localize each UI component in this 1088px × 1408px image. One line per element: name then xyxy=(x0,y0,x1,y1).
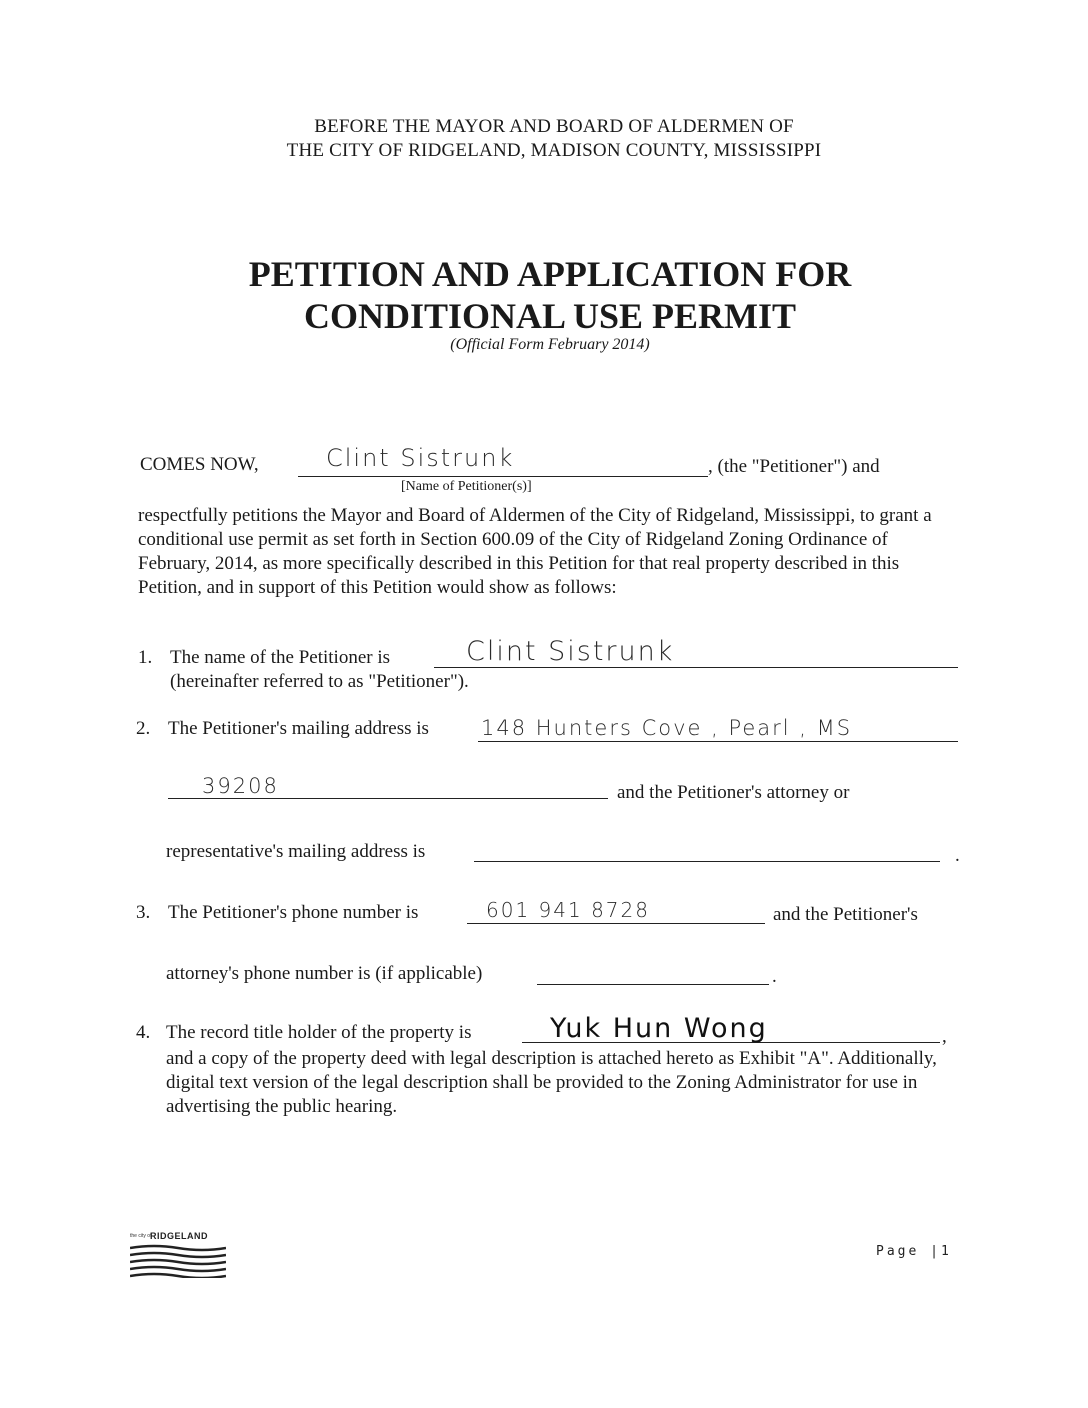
item2-line2 xyxy=(168,798,608,799)
item1-line xyxy=(434,667,958,668)
logo-text: RIDGELAND xyxy=(150,1231,208,1241)
item3-attorney-phone-label: attorney's phone number is (if applicable) xyxy=(166,963,483,984)
court-header-line1: BEFORE THE MAYOR AND BOARD OF ALDERMEN OF xyxy=(314,116,794,137)
item2-label: The Petitioner's mailing address is xyxy=(168,718,429,739)
form-subtitle: (Official Form February 2014) xyxy=(450,336,650,353)
item1-name-field[interactable]: Clint Sistrunk xyxy=(466,636,675,667)
form-title-line1: PETITION AND APPLICATION FOR xyxy=(248,254,852,294)
item4-text: and a copy of the property deed with legal description is attached hereto as Exhibit "A". Additionally, digital text version of the legal description shall be provided to the Zoning Administrator for use in advertising the public hearing. xyxy=(166,1048,937,1117)
item3-line xyxy=(467,923,765,924)
item4-comma: , xyxy=(942,1026,947,1047)
item2-zip-field[interactable]: 39208 xyxy=(202,774,279,798)
item1-number: 1. xyxy=(138,647,153,668)
page-number: Page |1 xyxy=(876,1244,952,1259)
comes-now-label: COMES NOW, xyxy=(140,454,259,475)
item4-label: The record title holder of the property is xyxy=(166,1022,472,1043)
logo-small-text: the city of xyxy=(130,1233,152,1239)
item2-address-field[interactable]: 148 Hunters Cove , Pearl , MS xyxy=(481,716,853,740)
item2-rep-line xyxy=(474,861,940,862)
petitioner-name-field[interactable]: Clint Sistrunk xyxy=(326,444,515,472)
petitioner-suffix: , (the "Petitioner") and xyxy=(708,456,880,477)
item2-line1 xyxy=(478,741,958,742)
item2-period: . xyxy=(955,845,960,866)
item3-label: The Petitioner's phone number is xyxy=(168,902,419,923)
form-title-line2: CONDITIONAL USE PERMIT xyxy=(303,296,797,336)
item2-number: 2. xyxy=(136,718,151,739)
item3-phone-field[interactable]: 601 941 8728 xyxy=(486,898,650,922)
logo-waves-icon xyxy=(130,1244,226,1278)
intro-paragraph: respectfully petitions the Mayor and Board of Aldermen of the City of Ridgeland, Mississippi, to grant a conditional use permit as set forth in Section 600.09 of the City of Ridgeland Zoning Ordinance of February, 2014, as more specifically described in this Petition for that real property described in this Petition, and in support of this Petition would show as follows: xyxy=(138,505,932,598)
item4-holder-field[interactable]: Yuk Hun Wong xyxy=(550,1013,768,1044)
item1-note: (hereinafter referred to as "Petitioner"). xyxy=(170,671,469,692)
item3-attorney-phone-line xyxy=(537,984,769,985)
item2-attorney-label: and the Petitioner's attorney or xyxy=(617,782,850,803)
ridgeland-logo xyxy=(130,1232,226,1280)
item4-number: 4. xyxy=(136,1022,151,1043)
item1-label: The name of the Petitioner is xyxy=(170,647,391,668)
item2-rep-label: representative's mailing address is xyxy=(166,841,426,862)
item3-number: 3. xyxy=(136,902,151,923)
item3-suffix: and the Petitioner's xyxy=(773,904,918,925)
item3-period: . xyxy=(772,966,777,987)
petitioner-name-line xyxy=(298,476,708,477)
court-header-line2: THE CITY OF RIDGELAND, MADISON COUNTY, MISSISSIPPI xyxy=(286,140,822,161)
name-caption: [Name of Petitioner(s)] xyxy=(401,479,532,494)
